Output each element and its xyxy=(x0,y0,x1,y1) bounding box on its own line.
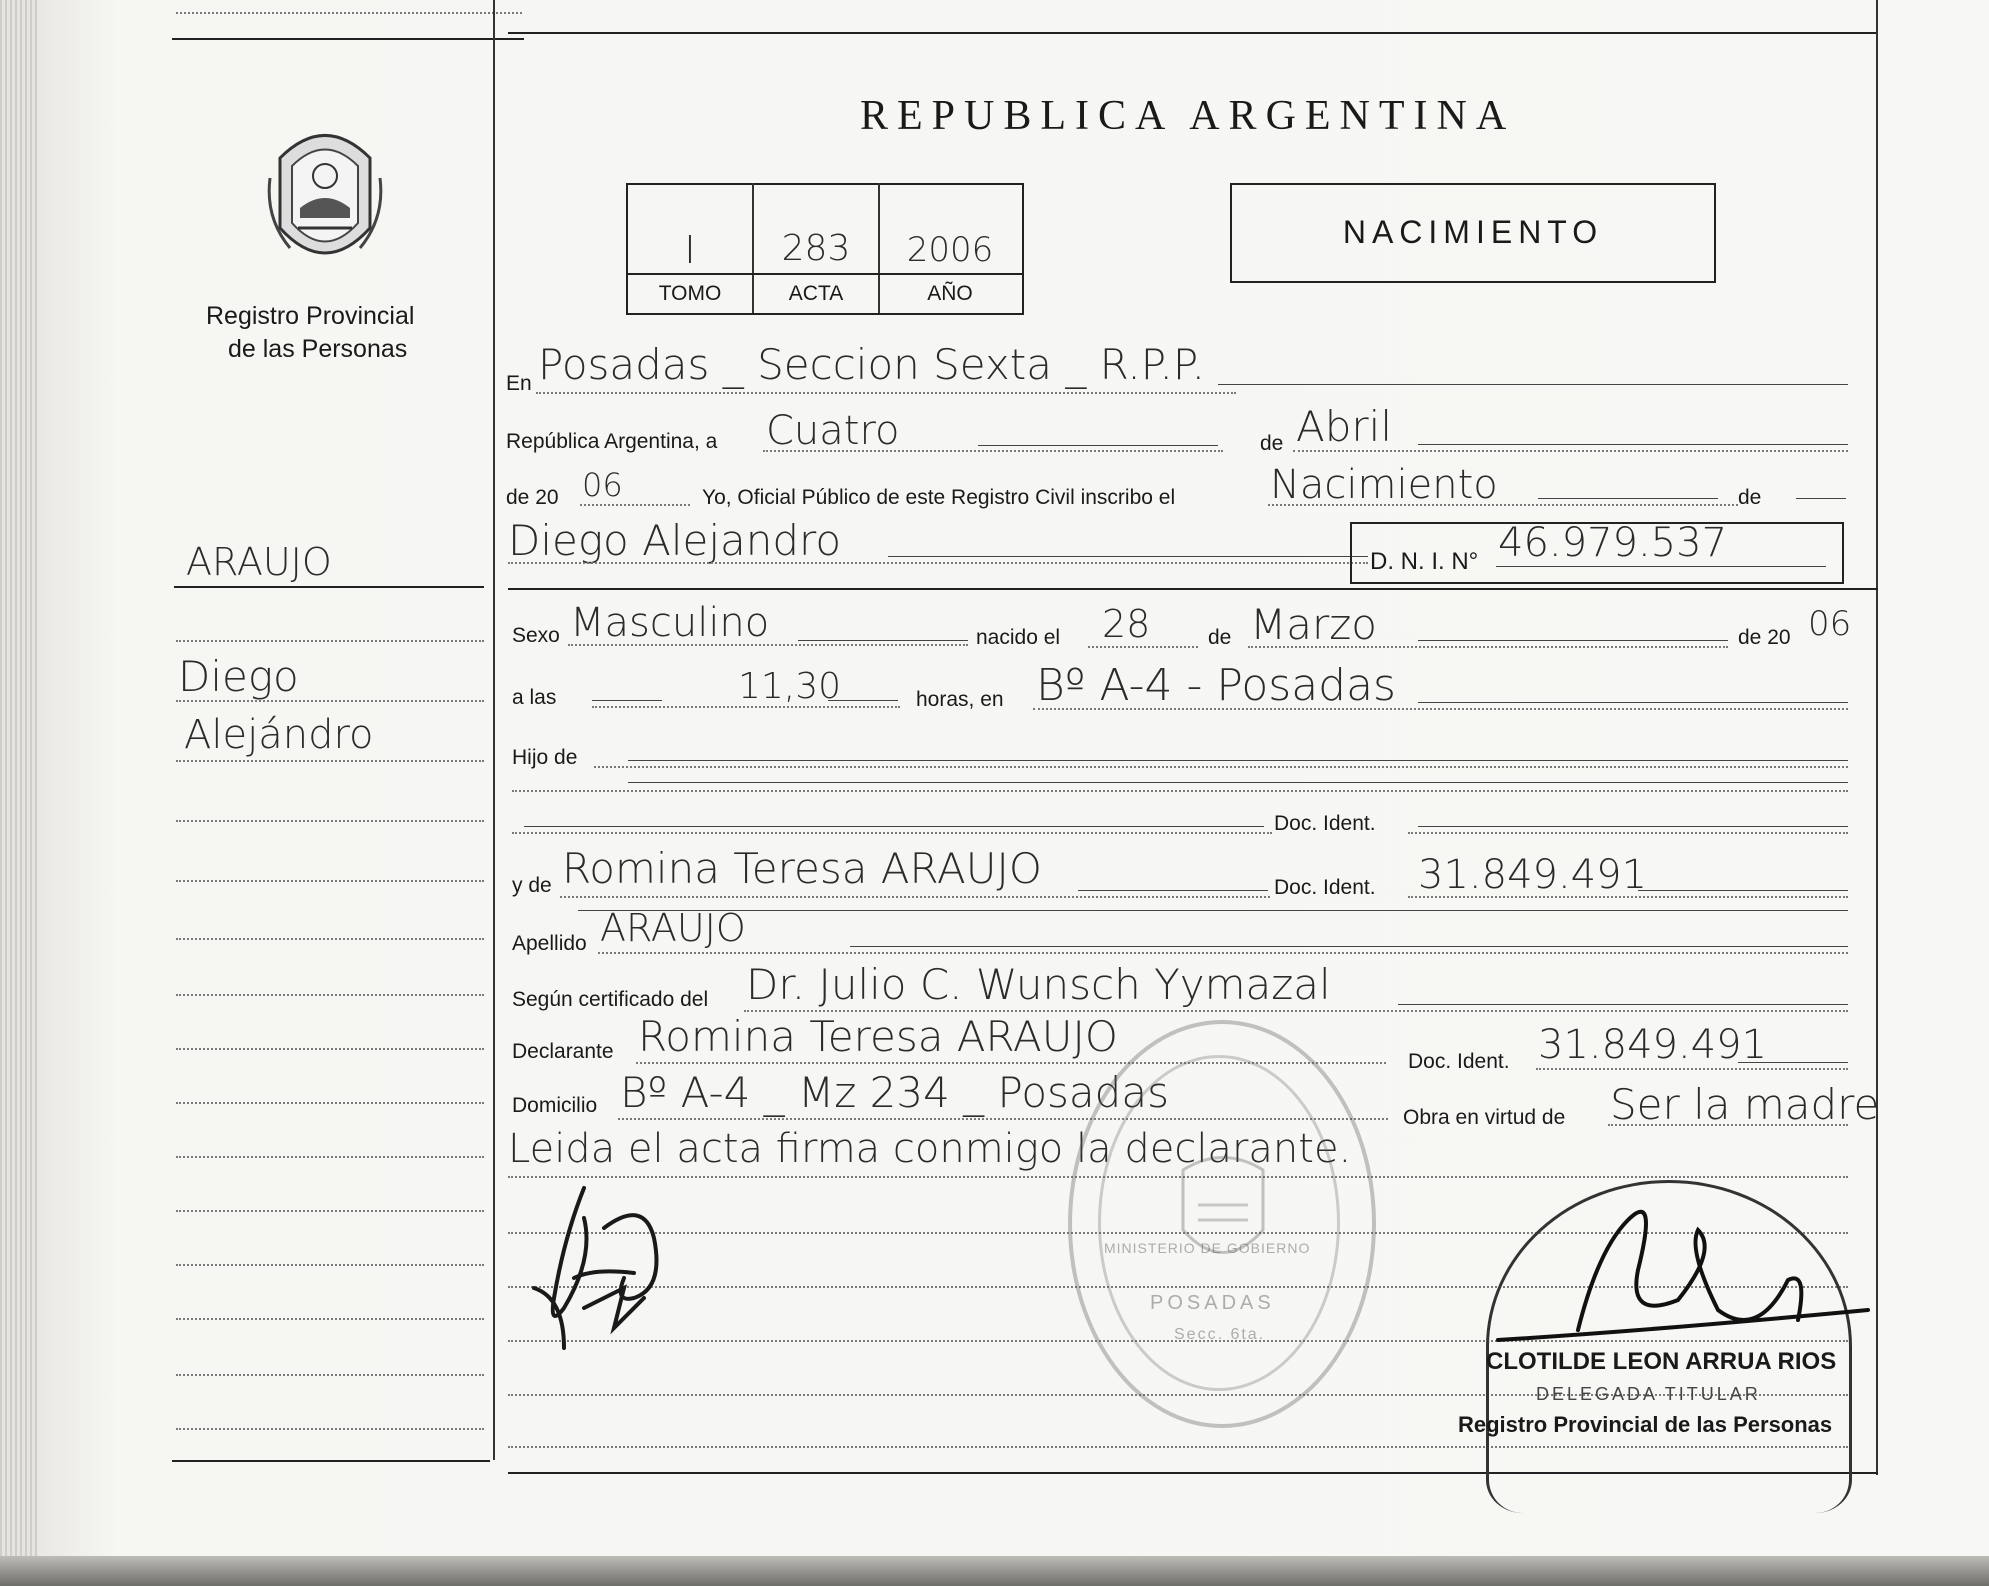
label-a-las: a las xyxy=(512,686,557,709)
value-declarant-doc: 31.849.491 xyxy=(1538,1022,1768,1068)
label-doc-ident-declarant: Doc. Ident. xyxy=(1408,1050,1510,1073)
label-obra: Obra en virtud de xyxy=(1403,1106,1566,1129)
declarant-signature-icon xyxy=(524,1178,704,1358)
value-mother: Romina Teresa ARAUJO xyxy=(562,844,1042,893)
label-apellido: Apellido xyxy=(512,932,587,955)
margin-line xyxy=(176,1374,484,1376)
margin-given-name-2: Alejándro xyxy=(184,712,374,758)
label-declarante: Declarante xyxy=(512,1040,614,1063)
line-place xyxy=(536,392,1236,394)
line-sex xyxy=(568,644,968,646)
line-hour xyxy=(592,706,900,708)
fill-place-birth xyxy=(1418,702,1848,703)
top-rule-left xyxy=(172,38,524,40)
value-name: Diego Alejandro xyxy=(508,516,842,565)
stamp-city: POSADAS xyxy=(1150,1292,1275,1314)
line-month xyxy=(1293,450,1848,452)
value-doctor: Dr. Julio C. Wunsch Yymazal xyxy=(746,960,1331,1009)
line-father-doc-num xyxy=(1408,832,1848,834)
top-rule-right xyxy=(508,32,1878,34)
stamp-sub: Secc. 6ta. xyxy=(1174,1326,1266,1343)
fill-father-doc-num xyxy=(1418,826,1848,827)
label-nacido-el: nacido el xyxy=(976,626,1061,649)
label-domicilio: Domicilio xyxy=(512,1094,598,1117)
column-divider xyxy=(493,0,495,1460)
value-birth-day: 28 xyxy=(1102,602,1151,646)
label-segun: Según certificado del xyxy=(512,988,709,1011)
line-father xyxy=(594,766,1848,768)
record-box-rule xyxy=(626,273,1022,275)
margin-line xyxy=(176,1156,484,1158)
value-closing: Leida el acta firma conmigo la declarante. xyxy=(508,1126,1352,1172)
margin-given-name-1: Diego xyxy=(178,652,299,701)
label-de: de xyxy=(1260,432,1284,455)
margin-line xyxy=(176,760,484,762)
value-address: Bº A-4 _ Mz 234 _ Posadas xyxy=(620,1068,1169,1117)
top-dotted-line xyxy=(176,12,522,14)
label-en: En xyxy=(506,372,532,395)
fill-month xyxy=(1418,444,1848,445)
line-mother xyxy=(560,896,1270,898)
registry-name-line1: Registro Provincial xyxy=(206,302,415,330)
anio-value: 2006 xyxy=(906,230,994,270)
fill-declarant-doc xyxy=(1738,1062,1848,1063)
fill-mother-doc xyxy=(1638,890,1848,891)
tomo-label: TOMO xyxy=(658,282,722,305)
label-yo-oficial: Yo, Oficial Público de este Registro Civil inscribo el xyxy=(702,486,1176,509)
anio-label: AÑO xyxy=(927,282,973,305)
line-act-kind xyxy=(1268,504,1738,506)
fill-father xyxy=(628,760,1848,761)
line-year xyxy=(580,504,690,506)
label-doc-ident-mother: Doc. Ident. xyxy=(1274,876,1376,899)
margin-line xyxy=(176,1318,484,1320)
fill-dni xyxy=(1496,566,1826,567)
line-capacity xyxy=(1608,1124,1848,1126)
fill-doctor xyxy=(1398,1004,1848,1005)
label-de-20-birth: de 20 xyxy=(1738,626,1791,649)
label-republica-a: República Argentina, a xyxy=(506,430,718,453)
value-surname: ARAUJO xyxy=(600,906,746,950)
acta-value: 283 xyxy=(781,228,851,269)
margin-line xyxy=(176,880,484,882)
value-place: Posadas _ Seccion Sexta _ R.P.P. xyxy=(538,340,1205,389)
fill-de-name xyxy=(1796,498,1846,499)
fill-place xyxy=(1218,384,1848,385)
margin-surname: ARAUJO xyxy=(186,540,332,584)
fill-sex xyxy=(798,640,968,641)
official-office: Registro Provincial de las Personas xyxy=(1458,1412,1833,1437)
stamp-emblem-icon xyxy=(1168,1150,1278,1270)
fill-hour-right xyxy=(828,700,898,701)
fill-hour-left xyxy=(592,700,662,701)
value-month: Abril xyxy=(1296,402,1392,451)
stamp-inner-text: MINISTERIO DE GOBIERNO xyxy=(1104,1240,1311,1256)
fill-surname xyxy=(850,946,1848,947)
value-mother-doc: 31.849.491 xyxy=(1418,852,1648,898)
line-place-birth xyxy=(1033,708,1848,710)
fill-father-doc xyxy=(524,826,1264,827)
line-name xyxy=(508,562,1368,564)
label-hijo-de: Hijo de xyxy=(512,746,578,769)
line-declarant-doc xyxy=(1536,1068,1848,1070)
margin-line xyxy=(176,938,484,940)
margin-line xyxy=(176,640,484,642)
value-hour: 11,30 xyxy=(738,666,842,707)
value-capacity: Ser la madre xyxy=(1610,1080,1880,1129)
value-act-kind: Nacimiento xyxy=(1270,462,1498,508)
provincial-seal-icon xyxy=(260,118,390,273)
book-page-edges xyxy=(0,0,38,1586)
margin-line xyxy=(176,1264,484,1266)
fill-day xyxy=(978,445,1218,446)
official-signature-icon xyxy=(1458,1190,1878,1410)
line-father-doc xyxy=(512,832,1272,834)
label-dni: D. N. I. N° xyxy=(1370,548,1479,575)
label-horas-en: horas, en xyxy=(916,688,1004,711)
margin-line xyxy=(176,820,484,822)
line-father-2 xyxy=(512,790,1848,792)
margin-line xyxy=(176,1048,484,1050)
line-day xyxy=(763,450,1223,452)
record-type: NACIMIENTO xyxy=(1342,214,1604,250)
margin-line xyxy=(176,1210,484,1212)
value-birth-year-suffix: 06 xyxy=(1808,604,1852,644)
document-title: REPUBLICA ARGENTINA xyxy=(860,93,1516,139)
official-title: DELEGADA TITULAR xyxy=(1536,1384,1761,1404)
section-rule xyxy=(508,588,1878,590)
tomo-value: I xyxy=(684,228,696,272)
value-declarant: Romina Teresa ARAUJO xyxy=(638,1012,1118,1061)
margin-line xyxy=(176,1428,484,1430)
label-de-month: de xyxy=(1208,626,1232,649)
line-birth-month xyxy=(1248,646,1728,648)
label-doc-ident-father: Doc. Ident. xyxy=(1274,812,1376,835)
label-y-de: y de xyxy=(512,874,552,897)
value-day: Cuatro xyxy=(766,408,900,454)
document-page xyxy=(38,0,1989,1562)
official-name: CLOTILDE LEON ARRUA RIOS xyxy=(1486,1348,1837,1375)
margin-line xyxy=(176,994,484,996)
fill-act-kind xyxy=(1538,498,1718,499)
fill-father-2 xyxy=(628,782,1848,783)
margin-rule-surname xyxy=(174,586,484,588)
fill-birth-month xyxy=(1418,640,1728,641)
line-birth-day xyxy=(1088,646,1198,648)
book-bottom-edge xyxy=(0,1556,1989,1586)
label-de-name: de xyxy=(1738,486,1762,509)
registry-name-line2: de las Personas xyxy=(228,335,408,363)
value-sex: Masculino xyxy=(570,600,770,646)
line-surname xyxy=(598,952,1848,954)
fill-mother-2 xyxy=(578,910,1848,911)
fill-name xyxy=(888,556,1368,557)
value-place-birth: Bº A-4 - Posadas xyxy=(1036,660,1396,711)
acta-label: ACTA xyxy=(788,282,844,305)
value-dni: 46.979.537 xyxy=(1498,520,1728,566)
line-mother-doc xyxy=(1408,896,1848,898)
margin-bottom-rule xyxy=(172,1460,490,1462)
value-year-suffix: 06 xyxy=(582,466,623,504)
value-birth-month: Marzo xyxy=(1250,600,1377,649)
margin-line xyxy=(176,1102,484,1104)
label-sexo: Sexo xyxy=(512,624,560,647)
fill-mother xyxy=(1078,890,1268,891)
label-de-20: de 20 xyxy=(506,486,559,509)
